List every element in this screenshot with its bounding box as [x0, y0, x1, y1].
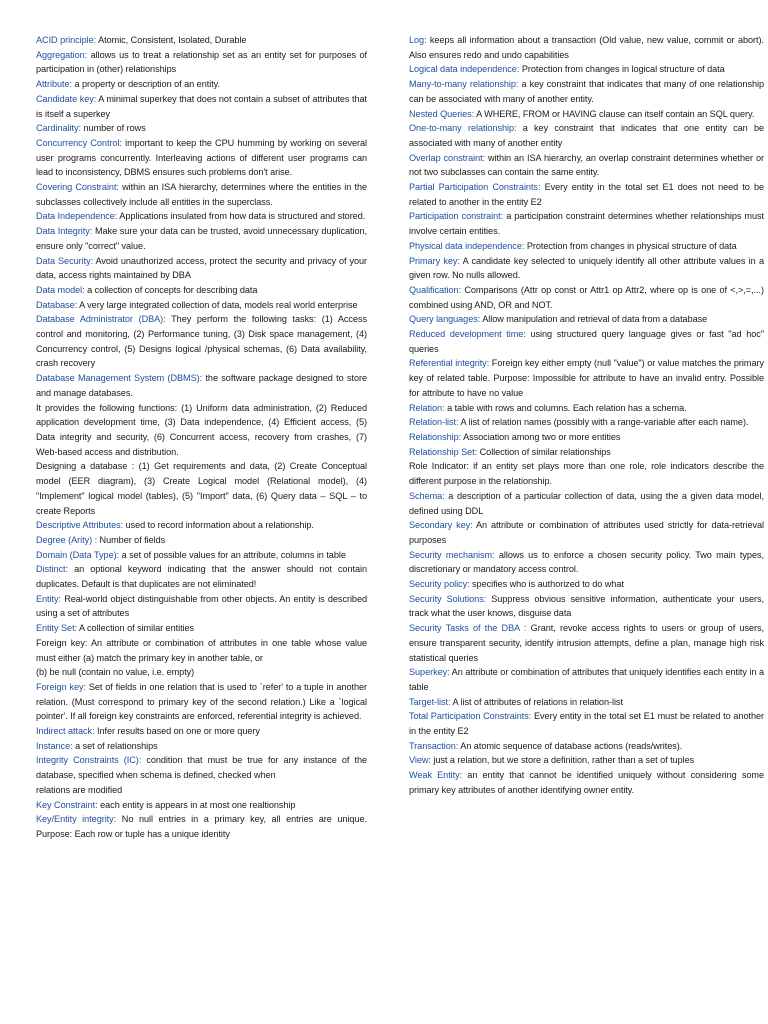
glossary-entry [36, 621, 367, 636]
glossary-term: Aggregation: [36, 49, 88, 60]
glossary-entry [409, 107, 764, 122]
glossary-term: Reduced development time: [409, 329, 526, 340]
glossary-term: One-to-many relationship: [409, 123, 517, 134]
glossary-term: Degree (Arity) : [36, 534, 98, 545]
glossary-term: Security policy: [409, 579, 470, 590]
glossary-entry [36, 680, 367, 724]
glossary-term: Covering Constraint: [36, 182, 119, 193]
glossary-term: Query languages: [409, 314, 481, 325]
glossary-term: Overlap constraint: [409, 152, 486, 163]
glossary-definition: A WHERE, FROM or HAVING clause can itself contain an SQL query. [474, 108, 755, 119]
glossary-term: Cardinality: [36, 123, 82, 134]
glossary-term: Database Administrator (DBA): [36, 314, 166, 325]
glossary-definition: Atomic, Consistent, Isolated, Durable [96, 35, 247, 45]
glossary-term: Indirect attack: [36, 726, 95, 737]
glossary-entry [409, 518, 764, 547]
glossary-term: Key/Entity integrity: [36, 814, 117, 825]
glossary-term: Data model: [36, 284, 85, 295]
glossary-term: Physical data independence: [409, 240, 525, 251]
glossary-term: Data Integrity: [36, 226, 93, 237]
glossary-entry [409, 577, 764, 592]
glossary-definition: each entity is appears in at most one realtionship [97, 799, 296, 810]
glossary-entry [409, 621, 764, 665]
glossary-entry [36, 783, 367, 798]
glossary-entry [409, 709, 764, 738]
glossary-entry [36, 121, 367, 136]
glossary-term: Primary key: [409, 255, 460, 266]
glossary-definition: Comparisons (Attr op const or Attr1 op Attr2, where op is one of <,>,=,...) combined using AND, OR and NOT. [409, 284, 764, 310]
glossary-definition: a table with rows and columns. Each relation has a schema. [444, 402, 687, 413]
glossary-entry [36, 312, 367, 371]
glossary-definition: Foreign key: An attribute or combination of attributes in one table whose value must either (a) match the primary key in another table, or [36, 637, 367, 663]
glossary-definition: Foreign key either empty (null "value") or value matches the primary key of related table. Purpose: Impossible for attribute to have an invalid entry. Possible for attribute to have no value [409, 358, 764, 398]
glossary-term: Entity Set: [36, 623, 78, 634]
glossary-definition: A very large integrated collection of data, models real world enterprise [77, 299, 358, 310]
glossary-definition: condition that must be true for any instance of the database, specified when schema is defined, checked when [36, 755, 367, 781]
glossary-entry [409, 401, 764, 416]
glossary-definition: within an ISA hierarchy, an overlap constraint determines whether or not two subclasses can contain the same entity. [409, 152, 764, 178]
glossary-entry [36, 562, 367, 591]
glossary-definition: Infer results based on one or more query [94, 726, 260, 737]
glossary-entry [36, 636, 367, 665]
glossary-definition: An atomic sequence of database actions (reads/writes). [458, 740, 683, 751]
glossary-term: Many-to-many relationship: [409, 79, 519, 90]
glossary-entry [36, 548, 367, 563]
glossary-definition: a participation constraint determines whether relationships must involve certain entities. [409, 211, 764, 237]
glossary-term: Entity: [36, 593, 62, 604]
glossary-entry [36, 33, 367, 48]
glossary-term: Security Solutions: [409, 593, 487, 604]
glossary-term: Security mechanism: [409, 549, 495, 560]
glossary-entry [36, 812, 367, 841]
glossary-definition: It provides the following functions: (1) Uniform data administration, (2) Reduced application development time, (3) Data independence, (4) Efficient access, (5) Data integrity and security, (6) Concurrent access, recovery from crashes, (7) Web-based access and distribution. [36, 402, 367, 457]
glossary-term: Key Constraint: [36, 799, 98, 810]
glossary-entry [409, 180, 764, 209]
glossary-term: Database Management System (DBMS): [36, 373, 203, 384]
glossary-definition: a key constraint that indicates that many of one relationship can be associated with many of another entity. [409, 79, 764, 104]
glossary-term: Descriptive Attributes: [36, 520, 124, 531]
glossary-entry [409, 312, 764, 327]
glossary-term: Logical data independence: [409, 64, 520, 75]
glossary-definition: Number of fields [97, 534, 166, 545]
glossary-entry [36, 180, 367, 209]
glossary-definition: Role Indicator: if an entity set plays more than one role, role indicators describe the different purpose in the relationship. [409, 461, 764, 487]
glossary-term: Participation constraint: [409, 211, 504, 222]
glossary-entry [36, 209, 367, 224]
glossary-definition: a key constraint that indicates that one entity can be associated with many of another entity [409, 123, 764, 148]
glossary-entry [36, 724, 367, 739]
glossary-entry [409, 445, 764, 460]
glossary-definition: Every entity in the total set E1 must be related to another in the entity E2 [409, 711, 764, 737]
glossary-definition: Suppress obvious sensitive information, authenticate your users, track what the user knows, disguise data [409, 593, 764, 619]
glossary-term: Attribute: [36, 79, 73, 90]
glossary-term: Data Independence: [36, 211, 118, 222]
glossary-term: Transaction: [409, 740, 459, 751]
glossary-entry [409, 254, 764, 283]
glossary-term: Foreign key: [36, 681, 86, 692]
glossary-term: Instance: [36, 740, 73, 751]
glossary-definition: Every entity in the total set E1 does not need to be related to another in the entity E2 [409, 182, 765, 207]
glossary-definition: just a relation, but we store a definition, rather than a set of tuples [430, 755, 695, 766]
glossary-term: Qualification: [409, 284, 462, 295]
glossary-entry [409, 695, 764, 710]
glossary-term: Total Participation Constraints: [409, 711, 532, 722]
glossary-definition: A minimal superkey that does not contain a subset of attributes that is itself a superkey [36, 93, 367, 119]
glossary-entry [36, 298, 367, 313]
glossary-definition: relations are modified [36, 784, 123, 795]
glossary-term: Relationship Set: [409, 446, 478, 457]
glossary-entry [409, 327, 764, 356]
glossary-entry [36, 224, 367, 253]
glossary-definition: specifies who is authorized to do what [469, 579, 624, 590]
glossary-entry [409, 459, 764, 488]
glossary-definition: (b) be null (contain no value, i.e. empty) [36, 667, 195, 678]
glossary-definition: Grant, revoke access rights to users or group of users, ensure transparent security, identify intrusion attempts, define a plan, manage high risk statistical queries [409, 623, 764, 663]
glossary-entry [36, 459, 367, 518]
glossary-definition: Designing a database : (1) Get requirements and data, (2) Create Conceptual model (EER diagram), (3) Create Logical model (Relational model), (4) "Implement" logical model (tables), (5) "Import" data, (6) Query data – SQL – to create Reports [36, 461, 367, 516]
glossary-entry [409, 415, 764, 430]
glossary-definition: keeps all information about a transaction (Old value, new value, commit or abort). Also ensures redo and undo capabilities [409, 35, 764, 60]
glossary-definition: Collection of similar relationships [477, 446, 611, 457]
glossary-term: Referential integrity: [409, 358, 490, 369]
glossary-term: View: [409, 755, 431, 766]
glossary-entry [36, 753, 367, 782]
glossary-column-right [409, 33, 764, 1024]
glossary-term: Integrity Constraints (IC): [36, 755, 142, 766]
glossary-definition: Association among two or more entities [461, 431, 621, 442]
glossary-definition: Protection from changes in physical structure of data [524, 240, 737, 251]
glossary-term: Schema: [409, 490, 445, 501]
glossary-term: Superkey: [409, 667, 450, 678]
glossary-entry [409, 62, 764, 77]
glossary-entry [36, 739, 367, 754]
glossary-entry [409, 356, 764, 400]
glossary-term: Target-list: [409, 696, 451, 707]
glossary-entry [409, 548, 764, 577]
glossary-term: Relation: [409, 402, 445, 413]
glossary-definition: A list of relation names (possibly with a range-variable after each name). [458, 417, 749, 428]
glossary-definition: Real-world object distinguishable from other objects. An entity is described using a set of attributes [36, 593, 367, 619]
glossary-term: Nested Queries: [409, 108, 475, 119]
glossary-definition: a description of a particular collection of data, using the a given data model, defined using DDL [409, 490, 764, 516]
glossary-definition: Applications insulated from how data is structured and stored. [117, 211, 366, 222]
glossary-definition: They perform the following tasks: (1) Access control and monitoring, (2) Performance tuning, (3) Disk space management, (4) Concurrency control, (5) Designs logical /physical schemas, (6) Data availability, crash recovery [36, 314, 367, 369]
glossary-definition: Make sure your data can be trusted, avoid unnecessary duplication, ensure only "correct" value. [36, 226, 368, 251]
glossary-entry [36, 401, 367, 460]
glossary-definition: an optional keyword indicating that the answer should not contain duplicates. Default is that duplicates are not eliminated! [36, 564, 367, 590]
glossary-entry [409, 239, 764, 254]
glossary-term: Partial Participation Constraints: [409, 182, 541, 193]
glossary-term: Candidate key: [36, 93, 97, 104]
glossary-entry [36, 665, 367, 680]
glossary-definition: Allow manipulation and retrieval of data from a database [480, 314, 708, 325]
glossary-entry [36, 283, 367, 298]
glossary-definition: An attribute or combination of attributes used strictly for data-retrieval purposes [409, 520, 765, 545]
glossary-entry [409, 768, 764, 797]
glossary-term: Relationship: [409, 431, 462, 442]
glossary-definition: A list of attributes of relations in relation-list [450, 696, 623, 707]
glossary-term: Log: [409, 35, 427, 45]
glossary-definition: Avoid unauthorized access, protect the security and privacy of your data, access rights maintained by DBA [36, 255, 367, 281]
glossary-definition: a property or description of an entity. [72, 79, 220, 90]
glossary-definition: within an ISA hierarchy, determines where the entities in the subclasses collectively include all entities in the superclass. [36, 182, 367, 207]
glossary-definition: allows us to enforce a chosen security policy. Two main types, discretionary or mandatory access control. [409, 549, 764, 575]
glossary-entry [36, 77, 367, 92]
glossary-term: Security Tasks of the DBA : [409, 623, 527, 634]
glossary-entry [36, 371, 367, 400]
glossary-entry [409, 209, 764, 238]
glossary-definition: important to keep the CPU humming by working on several user programs concurrently. Interleaving actions of different user programs can lead to inconsistency, DBMS ensures such problems don't arise. [36, 137, 367, 178]
glossary-definition: No null entries in a primary key, all entries are unique. Purpose: Each row or tuple has a unique identity [36, 814, 367, 839]
glossary-term: Weak Entity: [409, 770, 463, 781]
glossary-entry [36, 136, 367, 180]
glossary-entry [409, 489, 764, 518]
glossary-entry [36, 48, 367, 77]
glossary-definition: an entity that cannot be identified uniquely without considering some primary key attributes of another identifying owner entity. [409, 770, 764, 795]
glossary-entry [36, 592, 367, 621]
glossary-definition: a collection of concepts for describing data [84, 284, 258, 295]
glossary-definition: number of rows [81, 123, 146, 134]
glossary-entry [409, 33, 764, 62]
glossary-definition: Set of fields in one relation that is used to `refer' to a tuple in another relation. (Must correspond to primary key of the second relation.) Like a `logical pointer'. If all foreign key constraints are enforced, referential integrity is achieved. [36, 681, 367, 722]
glossary-entry [36, 518, 367, 533]
glossary-term: Concurrency Control: [36, 137, 122, 148]
glossary-definition: allows us to treat a relationship set as an entity set for purposes of participation in (other) relationships [36, 49, 367, 75]
glossary-entry [409, 151, 764, 180]
glossary-definition: using structured query language gives or fast "ad hoc" queries [409, 329, 764, 354]
glossary-entry [409, 77, 764, 106]
glossary-entry [36, 798, 367, 813]
glossary-term: ACID principle: [36, 35, 97, 45]
glossary-definition: An attribute or combination of attributes that uniquely identifies each entity in a table [409, 667, 764, 692]
glossary-entry [409, 592, 764, 621]
glossary-entry [409, 430, 764, 445]
glossary-term: Relation-list: [409, 417, 459, 428]
glossary-definition: A collection of similar entities [77, 623, 195, 634]
glossary-entry [409, 739, 764, 754]
glossary-entry [36, 92, 367, 121]
glossary-entry [409, 665, 764, 694]
glossary-term: Secondary key: [409, 520, 473, 531]
glossary-definition: a set of relationships [72, 740, 158, 751]
glossary-definition: used to record information about a relationship. [123, 520, 314, 531]
glossary-entry [409, 121, 764, 150]
glossary-column-left [36, 33, 367, 1024]
glossary-entry [409, 753, 764, 768]
glossary-definition: A candidate key selected to uniquely identify all other attribute values in a given row. No nulls allowed. [409, 255, 764, 281]
glossary-entry [409, 283, 764, 312]
glossary-entry [36, 533, 367, 548]
glossary-entry [36, 254, 367, 283]
glossary-definition: a set of possible values for an attribute, columns in table [119, 549, 346, 560]
glossary-definition: Protection from changes in logical structure of data [519, 64, 725, 75]
glossary-term: Data Security: [36, 255, 94, 266]
glossary-term: Distinct: [36, 564, 68, 575]
glossary-term: Domain (Data Type): [36, 549, 120, 560]
glossary-definition: the software package designed to store and manage databases. [36, 373, 367, 398]
glossary-term: Database: [36, 299, 78, 310]
